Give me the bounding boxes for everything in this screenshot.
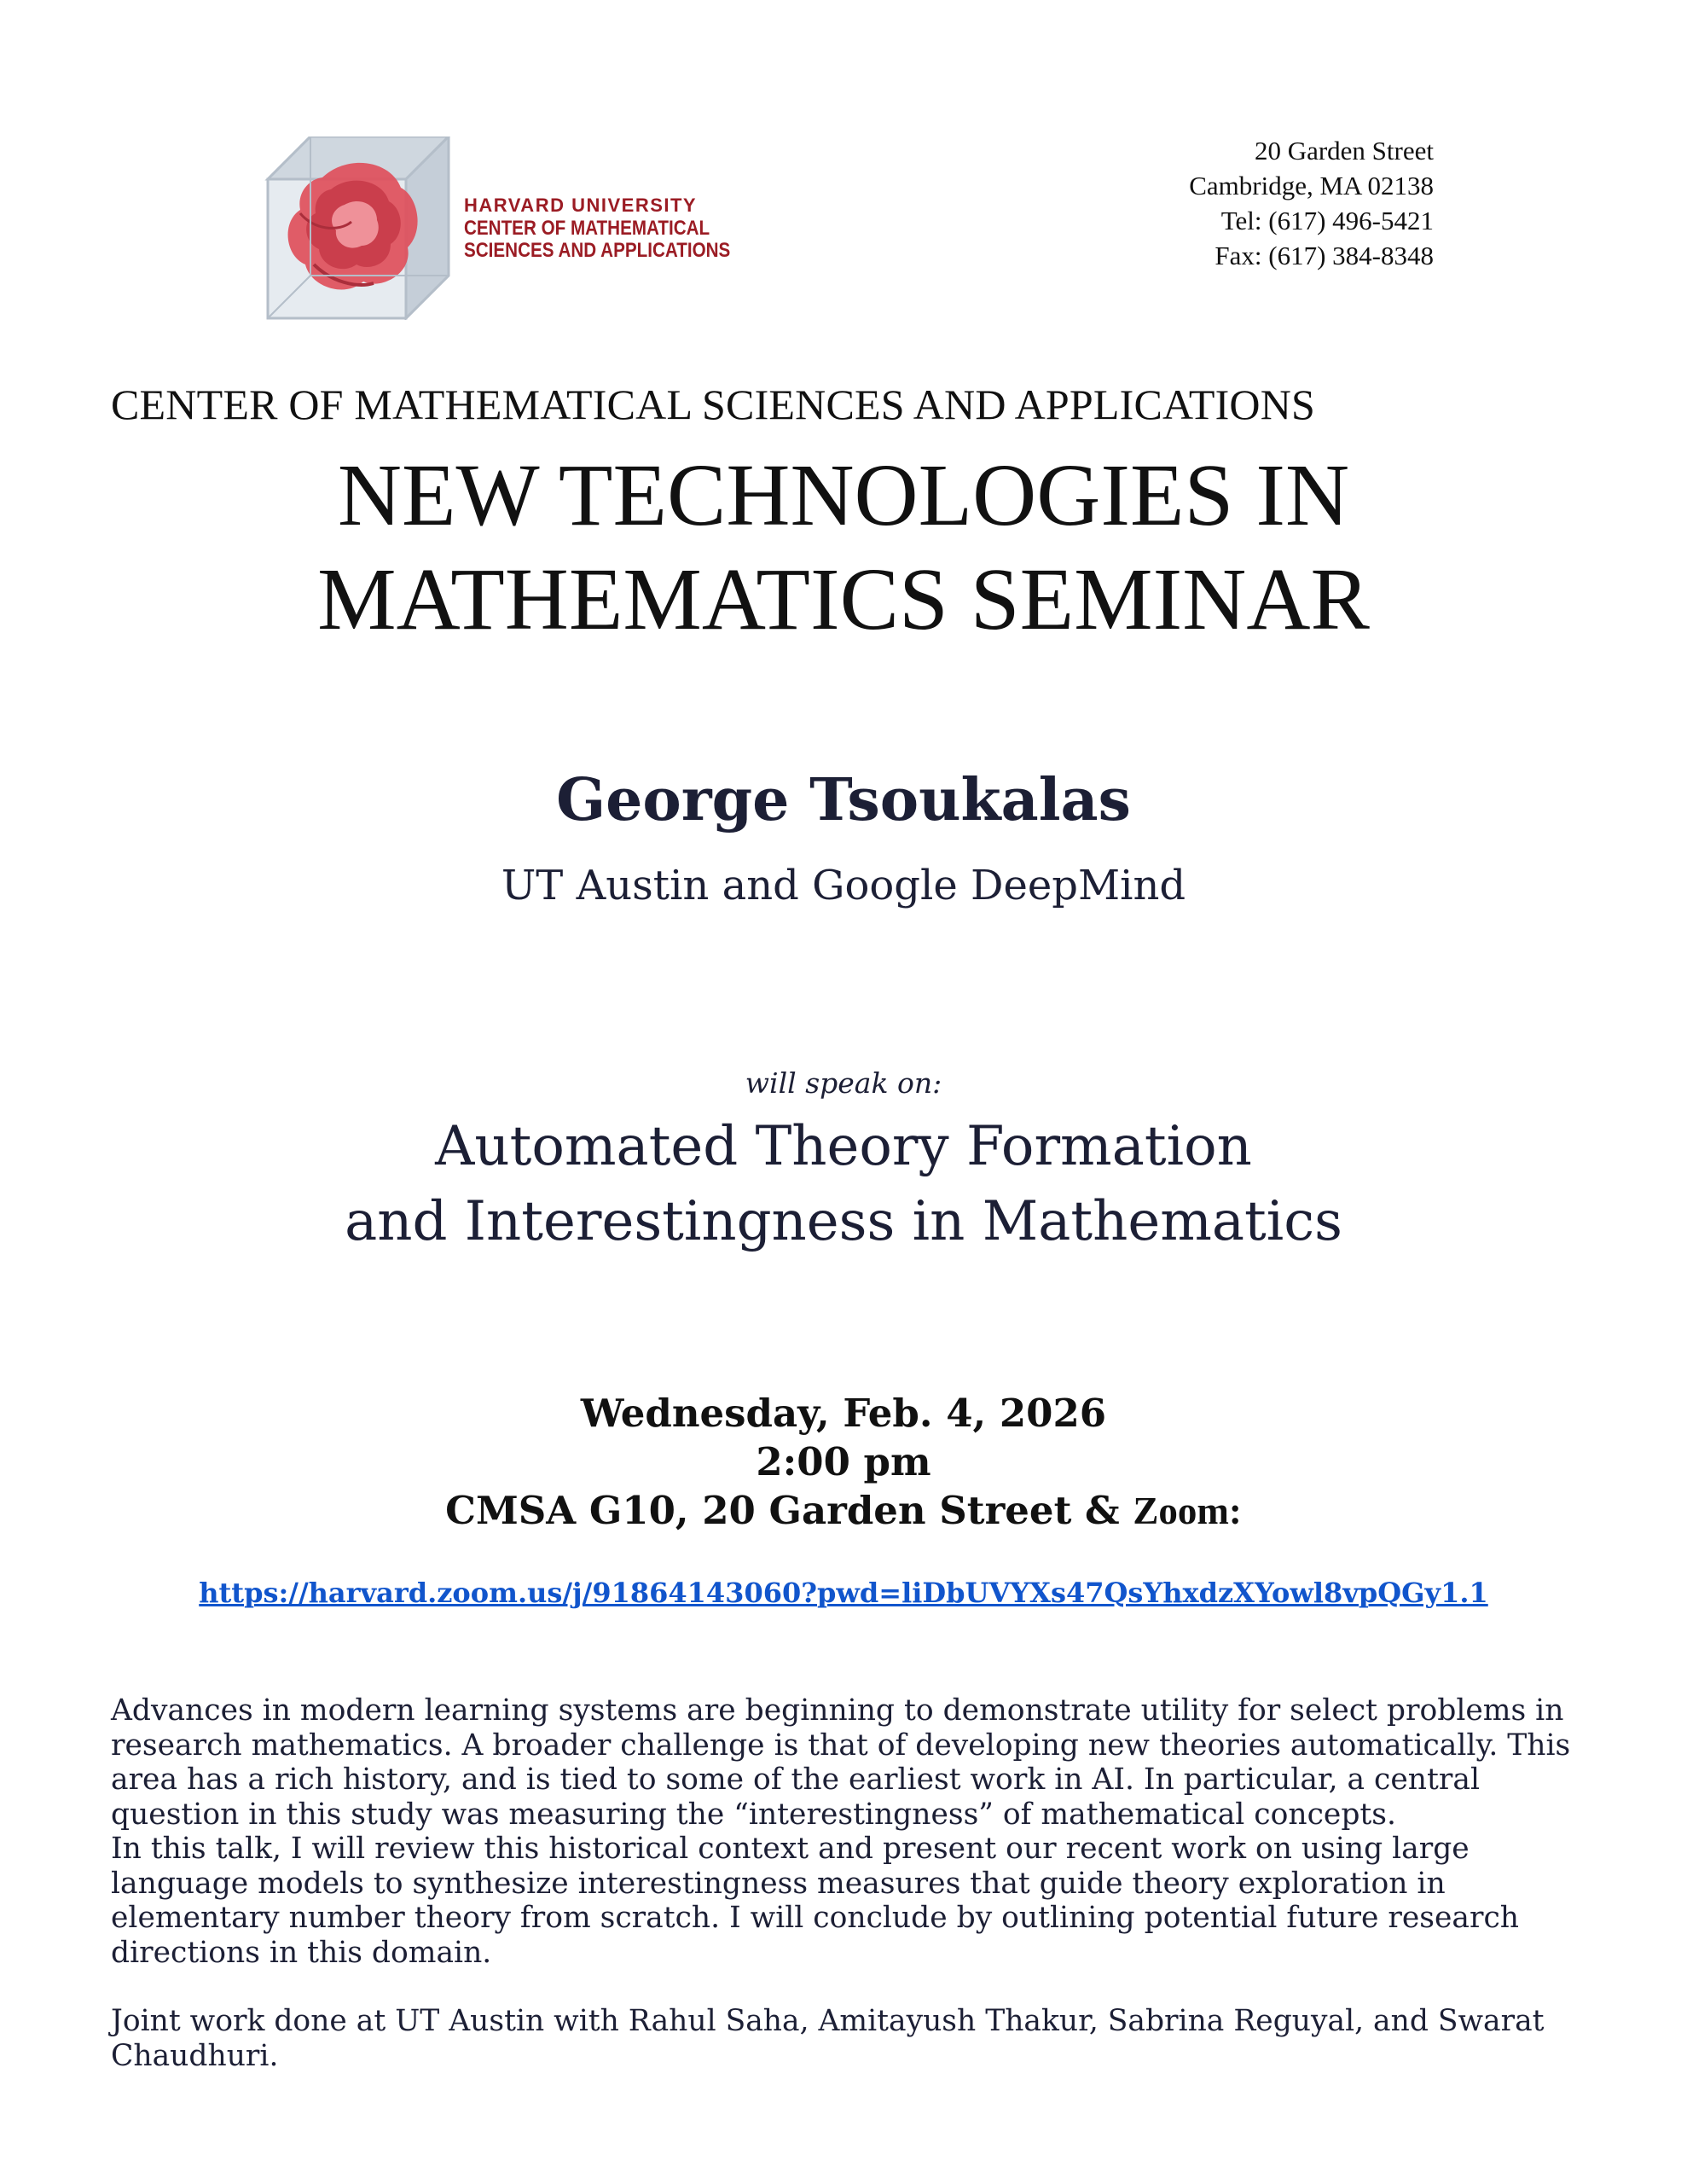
logo-line-2: CENTER OF MATHEMATICAL: [464, 217, 710, 240]
talk-intro: will speak on:: [745, 1066, 942, 1100]
abstract-paragraph-3: Joint work done at UT Austin with Rahul Saha, Amitayush Thakur, Sabrina Reguyal, and Swarat Chaudhuri.: [111, 2004, 1545, 2073]
zoom-link[interactable]: https://harvard.zoom.us/j/91864143060?pwd=liDbUVYXs47QsYhxdzXYowl8vpQGy1.1: [199, 1577, 1488, 1609]
speaker-name: George Tsoukalas: [556, 766, 1131, 834]
address-block: [1189, 133, 1434, 273]
talk-title: [0, 1109, 1687, 1259]
abstract-paragraph-2: In this talk, I will review this historical context and present our recent work on using large language models to synthesize interestingness measures that guide theory exploration in elementary number theory from scratch. I will conclude by outlining potential future research directions in this domain.: [111, 1832, 1520, 1970]
event-location-line: [0, 1486, 1687, 1536]
seminar-title: [0, 444, 1687, 652]
logo-line-1: HARVARD UNIVERSITY: [464, 195, 698, 216]
event-date: Wednesday, Feb. 4, 2026: [580, 1391, 1107, 1436]
talk-title-line-1: Automated Theory Formation: [435, 1115, 1252, 1178]
seminar-title-line-2: MATHEMATICS SEMINAR: [317, 550, 1370, 648]
address-street: 20 Garden Street: [1254, 136, 1434, 166]
zoom-label: Zoom:: [1133, 1490, 1242, 1532]
center-name: CENTER OF MATHEMATICAL SCIENCES AND APPLICATIONS: [111, 380, 1316, 428]
paragraph-gap: [111, 1970, 1595, 2004]
abstract: [111, 1693, 1595, 2073]
logo-wordmark: [464, 196, 774, 263]
address-fax: Fax: (617) 384-8348: [1215, 241, 1434, 270]
event-time: 2:00 pm: [756, 1439, 931, 1484]
talk-title-line-2: and Interestingness in Mathematics: [345, 1190, 1342, 1253]
cmsa-cube-logo-icon: [263, 136, 459, 320]
address-tel: Tel: (617) 496-5421: [1220, 206, 1434, 235]
seminar-title-line-1: NEW TECHNOLOGIES IN: [337, 446, 1350, 544]
cmsa-logo: [263, 136, 731, 320]
abstract-paragraph-1: Advances in modern learning systems are beginning to demonstrate utility for select problems in research mathematics. A broader challenge is that of developing new theories automatically. This area has a rich history, and is tied to some of the earliest work in AI. In particular, a central question in this study was measuring the “interestingness” of mathematical concepts.: [111, 1693, 1571, 1832]
speaker-affiliation: UT Austin and Google DeepMind: [501, 862, 1186, 909]
logo-line-3: SCIENCES AND APPLICATIONS: [464, 239, 731, 262]
address-city: Cambridge, MA 02138: [1189, 171, 1434, 200]
event-location: CMSA G10, 20 Garden Street &: [445, 1488, 1120, 1533]
event-details: [0, 1389, 1687, 1536]
